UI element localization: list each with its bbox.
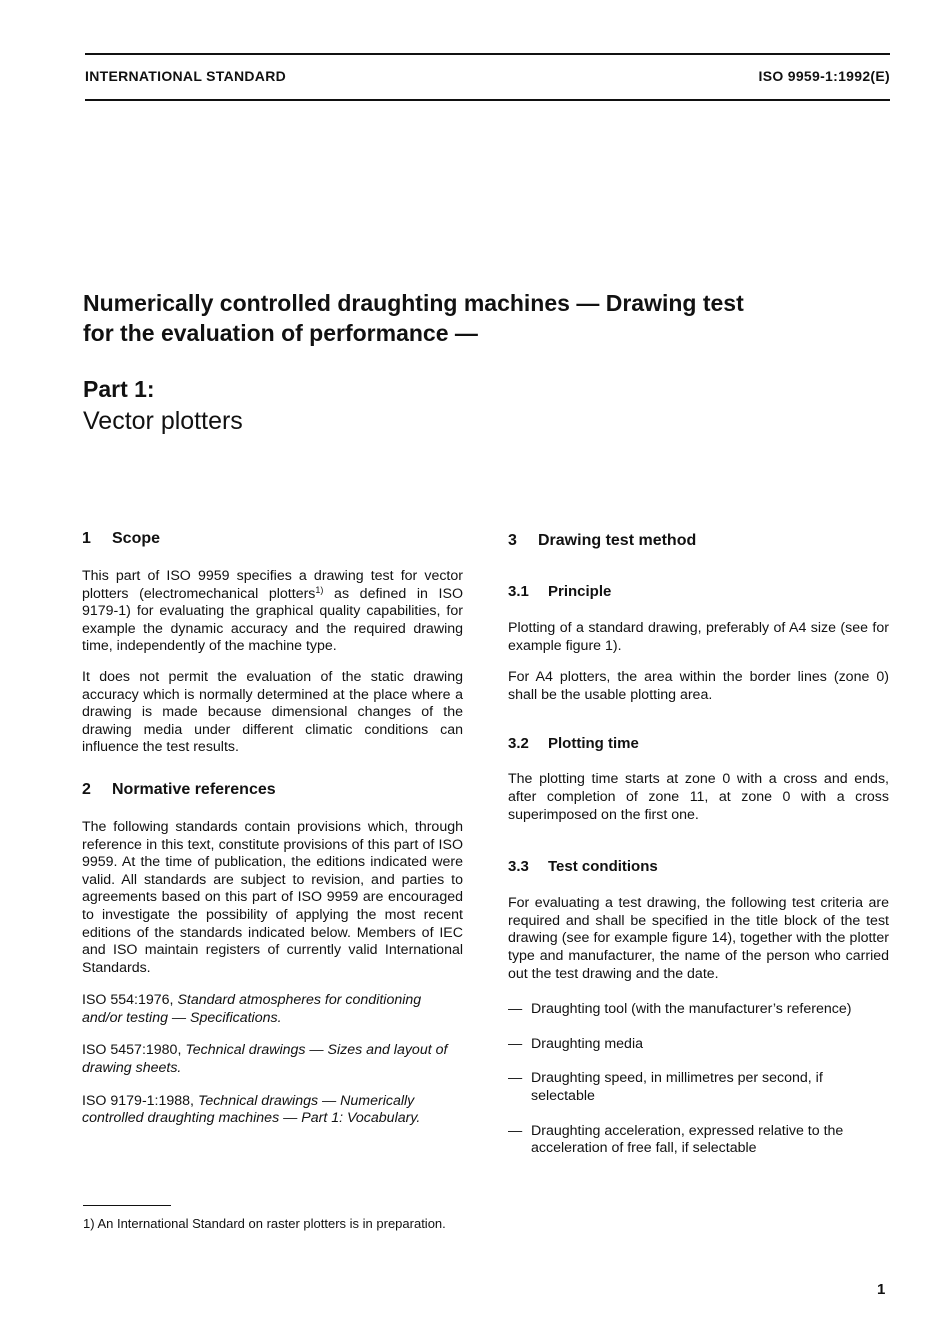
subsection-number: 3.1 bbox=[508, 583, 529, 600]
footnote: 1) An International Standard on raster plotters is in preparation. bbox=[83, 1216, 446, 1231]
reference-code: ISO 9179-1:1988, bbox=[82, 1092, 198, 1109]
scope-paragraph-1 bbox=[82, 568, 463, 656]
footnote-separator bbox=[83, 1205, 171, 1206]
section-title: Drawing test method bbox=[538, 532, 697, 549]
document-title-line-2: for the evaluation of performance — bbox=[83, 320, 478, 346]
reference-iso-5457 bbox=[82, 1042, 463, 1077]
document-title bbox=[83, 288, 863, 348]
principle-paragraph-1: Plotting of a standard drawing, preferably of A4 size (see for example figure 1). bbox=[508, 620, 889, 654]
left-column bbox=[82, 529, 463, 1128]
normative-paragraph: The following standards contain provisions which, through reference in this text, constitute provisions of this part of ISO 9959. At the time of publication, the editions indicated were valid. All standards are subject to revision, and parties to agreements based on this part of ISO 9959 are encouraged to investigate the possibility of applying the most recent editions of the standards indicated below. Members of IEC and ISO maintain registers of currently valid International Standards. bbox=[82, 818, 463, 976]
list-item bbox=[508, 1070, 889, 1105]
part-title: Vector plotters bbox=[83, 407, 243, 435]
subsection-title: Plotting time bbox=[548, 735, 639, 753]
subsection-plotting-time-heading bbox=[508, 734, 889, 754]
footnote-marker: 1) bbox=[315, 584, 324, 595]
section-method-heading bbox=[508, 531, 889, 551]
subsection-title: Test conditions bbox=[548, 858, 658, 876]
header-top-rule bbox=[85, 53, 890, 55]
dash-bullet: — bbox=[508, 1001, 523, 1018]
subsection-test-conditions-heading bbox=[508, 857, 889, 877]
reference-title: Technical drawings — Numerically controlled draughting machines — Part 1: Vocabulary. bbox=[82, 1092, 421, 1127]
part-label: Part 1: bbox=[83, 376, 155, 402]
standard-number: ISO 9959-1:1992(E) bbox=[758, 68, 890, 84]
section-number: 2 bbox=[82, 780, 91, 798]
reference-code: ISO 5457:1980, bbox=[82, 1042, 186, 1059]
right-column bbox=[508, 531, 889, 1158]
subsection-principle-heading bbox=[508, 582, 889, 602]
list-item-text: Draughting tool (with the manufacturer’s reference) bbox=[531, 1001, 852, 1018]
test-criteria-list bbox=[508, 1001, 889, 1158]
section-number: 3 bbox=[508, 532, 517, 549]
list-item bbox=[508, 1036, 889, 1054]
list-item bbox=[508, 1001, 889, 1019]
reference-iso-9179-1 bbox=[82, 1093, 463, 1128]
document-title-line-1: Numerically controlled draughting machines — Drawing test bbox=[83, 290, 744, 316]
dash-bullet: — bbox=[508, 1035, 523, 1052]
header-bottom-rule bbox=[85, 99, 890, 101]
scope-paragraph-1-text: This part of ISO 9959 specifies a drawing test for vector plotters (electromechanical plotters bbox=[82, 568, 463, 602]
reference-title: Standard atmospheres for conditioning and/or testing — Specifications. bbox=[82, 992, 422, 1026]
list-item-text: Draughting acceleration, expressed relative to the acceleration of free fall, if selectable bbox=[531, 1122, 844, 1157]
test-conditions-paragraph: For evaluating a test drawing, the following test criteria are required and shall be specified in the title block of the test drawing (see for example figure 14), together with the plotter type and manufacturer, the name of the person who carried out the test drawing and the date. bbox=[508, 895, 889, 982]
subsection-title: Principle bbox=[548, 583, 612, 600]
section-number: 1 bbox=[82, 530, 91, 547]
plotting-time-paragraph: The plotting time starts at zone 0 with a cross and ends, after completion of zone 11, at zone 0 with a cross superimposed on the first one. bbox=[508, 771, 889, 823]
section-title: Scope bbox=[112, 530, 161, 547]
reference-title: Technical drawings — Sizes and layout of drawing sheets. bbox=[82, 1042, 448, 1077]
scope-paragraph-1-text-cont: as defined in ISO 9179-1) for evaluating the graphical quality capabilities, for example the dynamic accuracy and the required drawing time, independently of the machine type. bbox=[82, 585, 463, 655]
document-type-label: INTERNATIONAL STANDARD bbox=[85, 68, 287, 84]
dash-bullet: — bbox=[508, 1070, 523, 1087]
subsection-number: 3.3 bbox=[508, 858, 529, 876]
reference-iso-554 bbox=[82, 992, 463, 1027]
section-scope-heading bbox=[82, 529, 463, 549]
list-item-text: Draughting speed, in millimetres per second, if selectable bbox=[531, 1070, 823, 1104]
subsection-number: 3.2 bbox=[508, 735, 529, 753]
scope-paragraph-2: It does not permit the evaluation of the static drawing accuracy which is normally determined at the place where a drawing is made because dimensional changes of the drawing media under different climatic conditions can influence the test results. bbox=[82, 668, 463, 756]
principle-paragraph-2: For A4 plotters, the area within the border lines (zone 0) shall be the usable plotting area. bbox=[508, 669, 889, 703]
list-item bbox=[508, 1123, 889, 1158]
section-normative-heading bbox=[82, 780, 463, 800]
dash-bullet: — bbox=[508, 1122, 523, 1139]
reference-code: ISO 554:1976, bbox=[82, 992, 178, 1009]
page-number: 1 bbox=[877, 1281, 886, 1298]
list-item-text: Draughting media bbox=[531, 1035, 643, 1052]
section-title: Normative references bbox=[112, 780, 276, 798]
